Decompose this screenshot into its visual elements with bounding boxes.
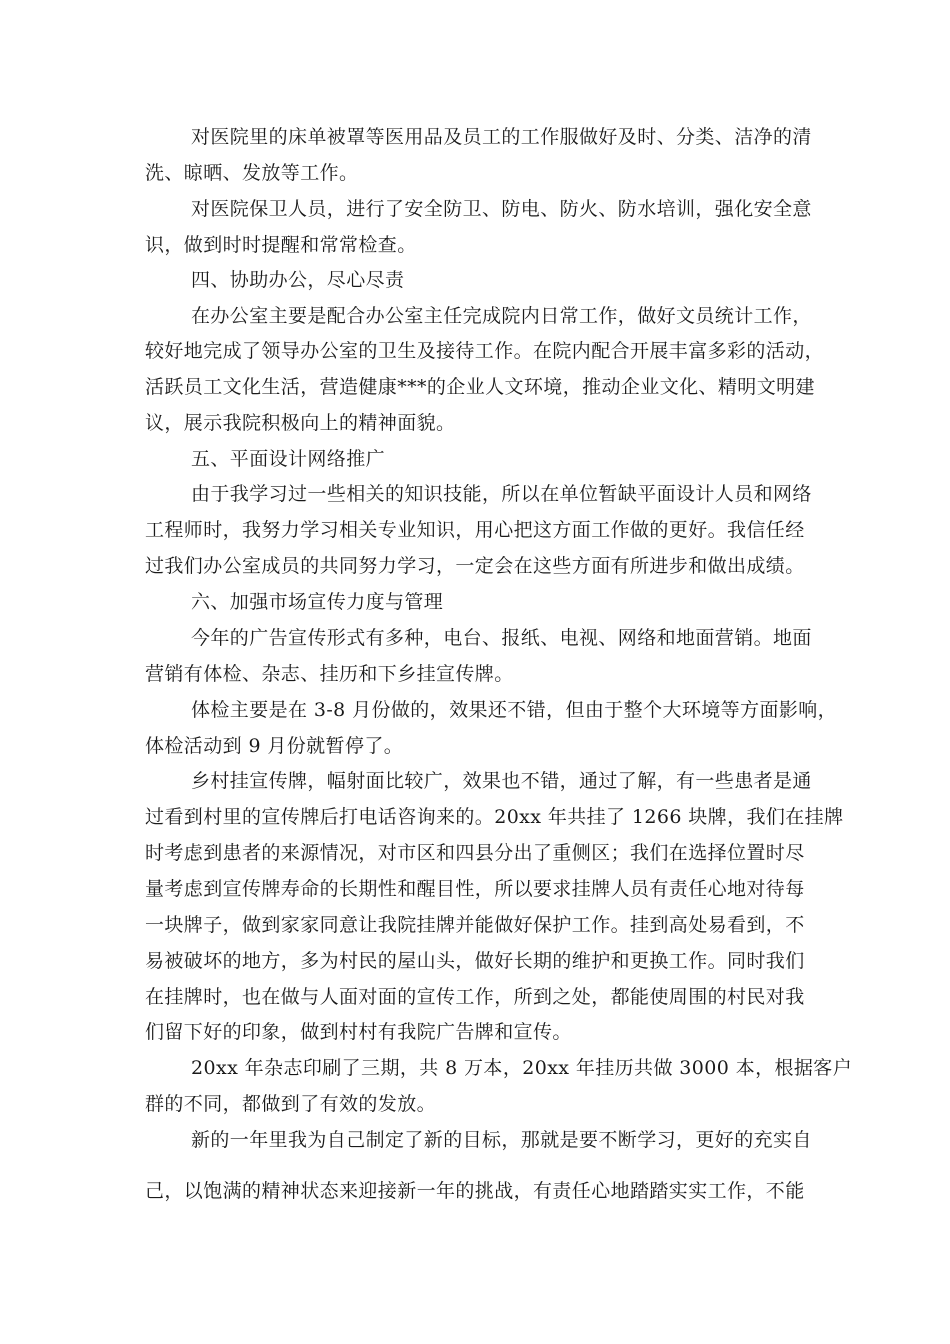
text-line: 营销有体检、杂志、挂历和下乡挂宣传牌。	[145, 663, 514, 685]
text-line: 由于我学习过一些相关的知识技能，所以在单位暂缺平面设计人员和网络	[191, 483, 812, 505]
text-line: 过看到村里的宣传牌后打电话咨询来的。20xx 年共挂了 1266 块牌，我们在挂牌	[145, 806, 844, 828]
text-line: 在挂牌时，也在做与人面对面的宣传工作，所到之处，都能使周围的村民对我	[145, 986, 805, 1008]
text-line: 们留下好的印象，做到村村有我院广告牌和宣传。	[145, 1021, 572, 1043]
section-heading: 六、加强市场宣传力度与管理	[191, 591, 444, 613]
text-line: 对医院保卫人员，进行了安全防卫、防电、防火、防水培训，强化安全意	[191, 198, 812, 220]
text-line: 20xx 年杂志印刷了三期，共 8 万本，20xx 年挂历共做 3000 本，根据客户	[191, 1057, 853, 1079]
text-line: 对医院里的床单被罩等医用品及员工的工作服做好及时、分类、洁净的清	[191, 126, 812, 148]
text-line: 今年的广告宣传形式有多种，电台、报纸、电视、网络和地面营销。地面	[191, 627, 812, 649]
text-line: 乡村挂宣传牌，幅射面比较广，效果也不错，通过了解，有一些患者是通	[191, 770, 812, 792]
text-line: 活跃员工文化生活，营造健康***的企业人文环境，推动企业文化、精明文明建	[145, 376, 815, 398]
text-line: 体检主要是在 3-8 月份做的，效果还不错，但由于整个大环境等方面影响，	[191, 699, 838, 721]
text-line: 工程师时，我努力学习相关专业知识，用心把这方面工作做的更好。我信任经	[145, 519, 805, 541]
text-line: 洗、晾晒、发放等工作。	[145, 162, 359, 184]
section-heading: 四、协助办公，尽心尽责	[191, 269, 405, 291]
section-heading: 五、平面设计网络推广	[191, 448, 386, 470]
text-line: 量考虑到宣传牌寿命的长期性和醒目性，所以要求挂牌人员有责任心地对待每	[145, 878, 805, 900]
text-line: 较好地完成了领导办公室的卫生及接待工作。在院内配合开展丰富多彩的活动，	[145, 340, 825, 362]
text-line: 在办公室主要是配合办公室主任完成院内日常工作，做好文员统计工作，	[191, 305, 812, 327]
text-line: 体检活动到 9 月份就暂停了。	[145, 735, 404, 757]
text-line: 一块牌子，做到家家同意让我院挂牌并能做好保护工作。挂到高处易看到，不	[145, 914, 805, 936]
text-line: 群的不同，都做到了有效的发放。	[145, 1093, 437, 1115]
text-line: 议，展示我院积极向上的精神面貌。	[145, 412, 456, 434]
text-line: 识，做到时时提醒和常常检查。	[145, 234, 417, 256]
text-line: 时考虑到患者的来源情况，对市区和四县分出了重侧区；我们在选择位置时尽	[145, 842, 805, 864]
text-line: 过我们办公室成员的共同努力学习，一定会在这些方面有所进步和做出成绩。	[145, 555, 805, 577]
text-line: 己，以饱满的精神状态来迎接新一年的挑战，有责任心地踏踏实实工作，不能	[145, 1180, 805, 1202]
text-line: 易被破坏的地方，多为村民的屋山头，做好长期的维护和更换工作。同时我们	[145, 950, 805, 972]
text-line: 新的一年里我为自己制定了新的目标，那就是要不断学习，更好的充实自	[191, 1129, 812, 1151]
